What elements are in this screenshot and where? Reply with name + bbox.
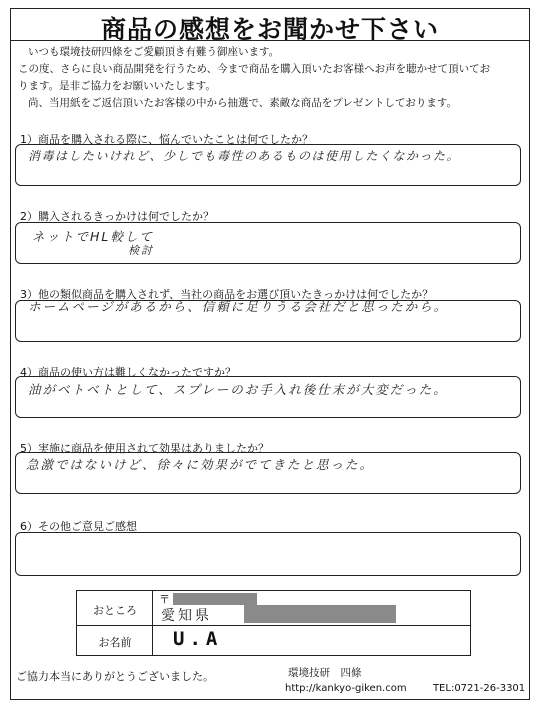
customer-initials: U.A (173, 628, 223, 650)
title-divider (10, 40, 530, 41)
question-2-answer: ネットでHL較して (32, 229, 154, 244)
name-label: お名前 (98, 636, 132, 649)
question-6-label: 6）その他ご意見ご感想 (20, 520, 137, 533)
redacted-address (244, 605, 396, 623)
question-5-answer: 急激ではないけど、徐々に効果がでてきたと思った。 (26, 457, 375, 472)
company-phone: TEL:0721-26-3301 (432, 683, 526, 694)
question-3-label: 3）他の類似商品を購入されず、当社の商品をお選び頂いたきっかけは何でしたか？ (20, 288, 434, 301)
intro-line: いつも環境技研四條をご愛顧頂き有難う御座います。 (28, 46, 280, 58)
address-table (76, 590, 471, 656)
question-6-answer-box[interactable] (15, 532, 521, 576)
intro-line: 尚、当用紙をご返信頂いたお客様の中から抽選で、素敵な商品をプレゼントしております。 (28, 97, 458, 109)
form-title: 商品の感想をお聞かせ下さい (100, 15, 439, 44)
intro-line: この度、さらに良い商品開発を行うため、今まで商品を購入頂いたお客様へお声を聴かせて頂いてお (18, 63, 491, 75)
question-2-label: 2）購入されるきっかけは何でしたか？ (20, 210, 214, 223)
question-4-answer: 油がベトベトとして、スプレーのお手入れ後仕末が大変だった。 (28, 382, 448, 397)
address-divider (77, 625, 470, 626)
question-1-label: 1）商品を購入される際に、悩んでいたことは何でしたか？ (20, 133, 313, 146)
thanks-message: ご協力本当にありがとうございました。 (16, 670, 214, 683)
company-name: 環境技研 四條 (288, 667, 362, 679)
question-4-label: 4）商品の使い方は難しくなかったですか？ (20, 366, 236, 379)
address-label: おところ (93, 604, 137, 617)
question-1-answer: 消毒はしたいけれど、少しでも毒性のあるものは使用したくなかった。 (28, 149, 461, 163)
intro-text (18, 44, 530, 112)
question-3-answer: ホームページがあるから、信頼に足りうる会社だと思ったから。 (28, 299, 449, 314)
redacted-postal-code (173, 593, 257, 605)
question-2-answer-note: 検討 (128, 244, 154, 257)
company-url[interactable]: http://kankyo-giken.com (285, 683, 407, 694)
question-5-label: 5）実施に商品を使用されて効果はありましたか？ (20, 442, 269, 455)
company-info (285, 665, 525, 697)
address-prefecture: 愛知県 (161, 608, 212, 624)
postal-mark: 〒 (159, 593, 170, 606)
intro-line: ります。是非ご協力をお願いいたします。 (18, 80, 216, 92)
